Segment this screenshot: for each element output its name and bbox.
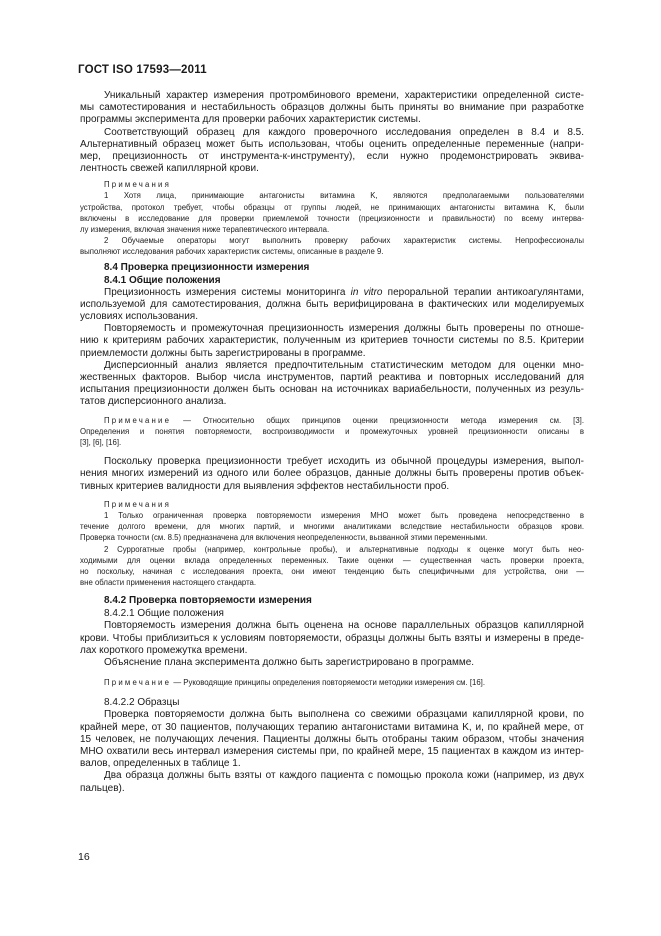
page-body bbox=[80, 90, 584, 795]
text-line: Проверка точности (см. 8.5) предназначена для включения неопределенности, вызванной этими переменными. bbox=[80, 533, 488, 543]
text-line: 2 Суррогатные пробы (например, контрольные пробы), и альтернативные подходы к оценке могут быть нео- bbox=[104, 544, 584, 554]
text-line: Объяснение плана эксперимента должно быть зарегистрировано в программе. bbox=[104, 656, 475, 668]
text-line: условиях использования. bbox=[80, 311, 198, 323]
note-item bbox=[80, 415, 584, 449]
text-line: 1 Хотя лица, принимающие антагонисты витамина K, являются предполагаемыми пользователями bbox=[104, 191, 584, 201]
paragraph bbox=[80, 657, 584, 669]
text-line: выполняют исследования рабочих характеристик системы, описанные в разделе 9. bbox=[80, 247, 384, 257]
text-line: мер, прецизионность от инструмента-к-инструменту), если нужно продемонстрировать эквива- bbox=[80, 151, 584, 163]
text-line: татов дисперсионного анализа. bbox=[80, 396, 227, 408]
text-line: Определения и понятия повторяемости, воспроизводимости и промежуточных уровней прецизионности описаны в bbox=[80, 426, 584, 436]
subsection-heading: 8.4.1 Общие положения bbox=[104, 274, 221, 286]
clause-heading: 8.4.2.1 Общие положения bbox=[104, 608, 224, 620]
text-line: жественных факторов. Выбор числа инструментов, партий реактива и повторных исследований для bbox=[80, 372, 584, 384]
note-label: Примечание bbox=[104, 678, 172, 688]
text-line: валов, определенных в таблице 1. bbox=[80, 758, 241, 770]
text-line: нения многих измерений из одного или более образцов, данные должны быть проверены против объек- bbox=[80, 468, 584, 480]
italic-term: in vitro bbox=[350, 286, 383, 298]
note-item bbox=[80, 235, 584, 257]
paragraph bbox=[80, 709, 584, 770]
paragraph bbox=[80, 360, 584, 409]
text-line: Соответствующий образец для каждого проверочного исследования определен в 8.4 и 8.5. bbox=[104, 126, 584, 138]
text-line: нию к критериям рабочих характеристик, полученным из критериев точности системы по 8.5. Критерии bbox=[80, 335, 584, 347]
text-line: Поскольку проверка прецизионности требует исходить из обычной процедуры измерения, выпол- bbox=[104, 456, 584, 468]
text-line: крайней мере, от 30 пациентов, получающих терапию антагонистами витамина K, и, по крайней мере, от bbox=[80, 721, 584, 733]
text-line: Проверка повторяемости должна быть выполнена со свежими образцами капиллярной крови, по bbox=[104, 709, 584, 721]
paragraph bbox=[80, 620, 584, 657]
text-line: Два образца должны быть взяты от каждого пациента с помощью прокола кожи (например, из двух bbox=[104, 770, 584, 782]
clause-heading: 8.4.2.2 Образцы bbox=[104, 697, 180, 709]
text-line: крови. Чтобы приблизиться к условиям повторяемости, образцы должны быть взяты и измерены в преде- bbox=[80, 632, 584, 644]
text-line: лу измерения, включая значения ниже терапевтического интервала. bbox=[80, 225, 330, 235]
text-line: МНО охватили весь интервал измерения системы при, по крайней мере, 15 пациентах в каждом из интер- bbox=[80, 745, 584, 757]
text-line: Повторяемость и промежуточная прецизионность измерения должны быть проверены по отноше- bbox=[104, 323, 584, 335]
text-line: Повторяемость измерения должна быть оценена на основе параллельных образцов капиллярной bbox=[104, 620, 584, 632]
text-line: тивных критериев валидности для выявления эффектов нестабильности проб. bbox=[80, 480, 450, 492]
notes-label: Примечания bbox=[104, 499, 172, 509]
text-line: испытания прецизионности должен быть основан на источниках вариабельности, полученных из резуль- bbox=[80, 384, 584, 396]
text-line: программы эксперимента для проверки рабочих характеристик системы. bbox=[80, 114, 421, 126]
note-item bbox=[80, 190, 584, 235]
text-line: 15 человек, не получающих лечения. Пациенты должны быть отобраны таким образом, чтобы значения bbox=[80, 733, 584, 745]
text-line: ходимыми для оценки вклада определенных переменных. Такие оценки — существенная часть проверки проекта, bbox=[80, 555, 584, 565]
subsection-heading: 8.4.2 Проверка повторяемости измерения bbox=[104, 595, 312, 607]
text-line: включены в исследование для проверки приемлемой точности (прецизионности и правильности) по всему интерва- bbox=[80, 213, 584, 223]
text-line: устройства, протокол требует, чтобы образцы от группы людей, не принимающих антагонисты витамина K, были bbox=[80, 202, 584, 212]
text-line: течение долгого времени, для многих партий, и многими аналитиками вследствие нестабильности образцов крови. bbox=[80, 522, 584, 532]
text-line: лентность свежей капиллярной крови. bbox=[80, 163, 259, 175]
text-line: но поскольку, начиная с исследования проекта, они имеют тенденцию быть специфичными для устройства, они — bbox=[80, 566, 584, 576]
page-number: 16 bbox=[78, 851, 90, 863]
text-line: Уникальный характер измерения протромбинового времени, характеристики определенной систе- bbox=[104, 90, 584, 101]
paragraph bbox=[80, 287, 584, 324]
text-line: мы самотестирования и нестабильность образцов должны быть приняты во внимание при разработке bbox=[80, 102, 584, 114]
paragraph bbox=[80, 770, 584, 794]
note-item bbox=[80, 544, 584, 589]
text-line: пальцев). bbox=[80, 782, 125, 794]
paragraph bbox=[80, 323, 584, 360]
text-line: лах короткого промежутка времени. bbox=[80, 644, 248, 656]
note-item bbox=[80, 510, 584, 544]
text-line: приемлемости должны быть зарегистрированы в программе. bbox=[80, 347, 366, 359]
text-line: Дисперсионный анализ является предпочтительным статистическим методом для оценки мно- bbox=[104, 359, 584, 371]
section-heading: 8.4 Проверка прецизионности измерения bbox=[104, 261, 310, 273]
text-line: Альтернативный образец может быть использован, чтобы оценить определенные переменные (напри- bbox=[80, 138, 584, 150]
note-item bbox=[80, 677, 584, 688]
text-line: 1 Только ограниченная проверка повторяемости измерения МНО может быть проведена непосредственно в bbox=[104, 510, 584, 520]
paragraph bbox=[80, 90, 584, 127]
text-line: [3], [6], [16]. bbox=[80, 438, 122, 448]
text-line: 2 Обучаемые операторы могут выполнить проверку рабочих характеристик системы. Непрофессионалы bbox=[104, 236, 584, 246]
notes-label: Примечания bbox=[104, 180, 172, 190]
paragraph bbox=[80, 127, 584, 176]
text-line: Примечание — Руководящие принципы определения повторяемости методики измерения см. [16]. bbox=[104, 678, 486, 688]
text-line: Примечание — Относительно общих принципов оценки прецизионности метода измерения см. [3]. bbox=[104, 415, 584, 425]
paragraph bbox=[80, 456, 584, 493]
text-line: используемой для самотестирования, должна быть верифицирована в фактических или моделируемых bbox=[80, 298, 584, 310]
text-line: Прецизионность измерения системы мониторинга in vitro пероральной терапии антикоагулянтами, bbox=[104, 286, 585, 298]
text-line: вне области применения настоящего стандарта. bbox=[80, 578, 257, 588]
note-label: Примечание bbox=[104, 415, 172, 425]
running-header: ГОСТ ISO 17593—2011 bbox=[78, 64, 207, 76]
